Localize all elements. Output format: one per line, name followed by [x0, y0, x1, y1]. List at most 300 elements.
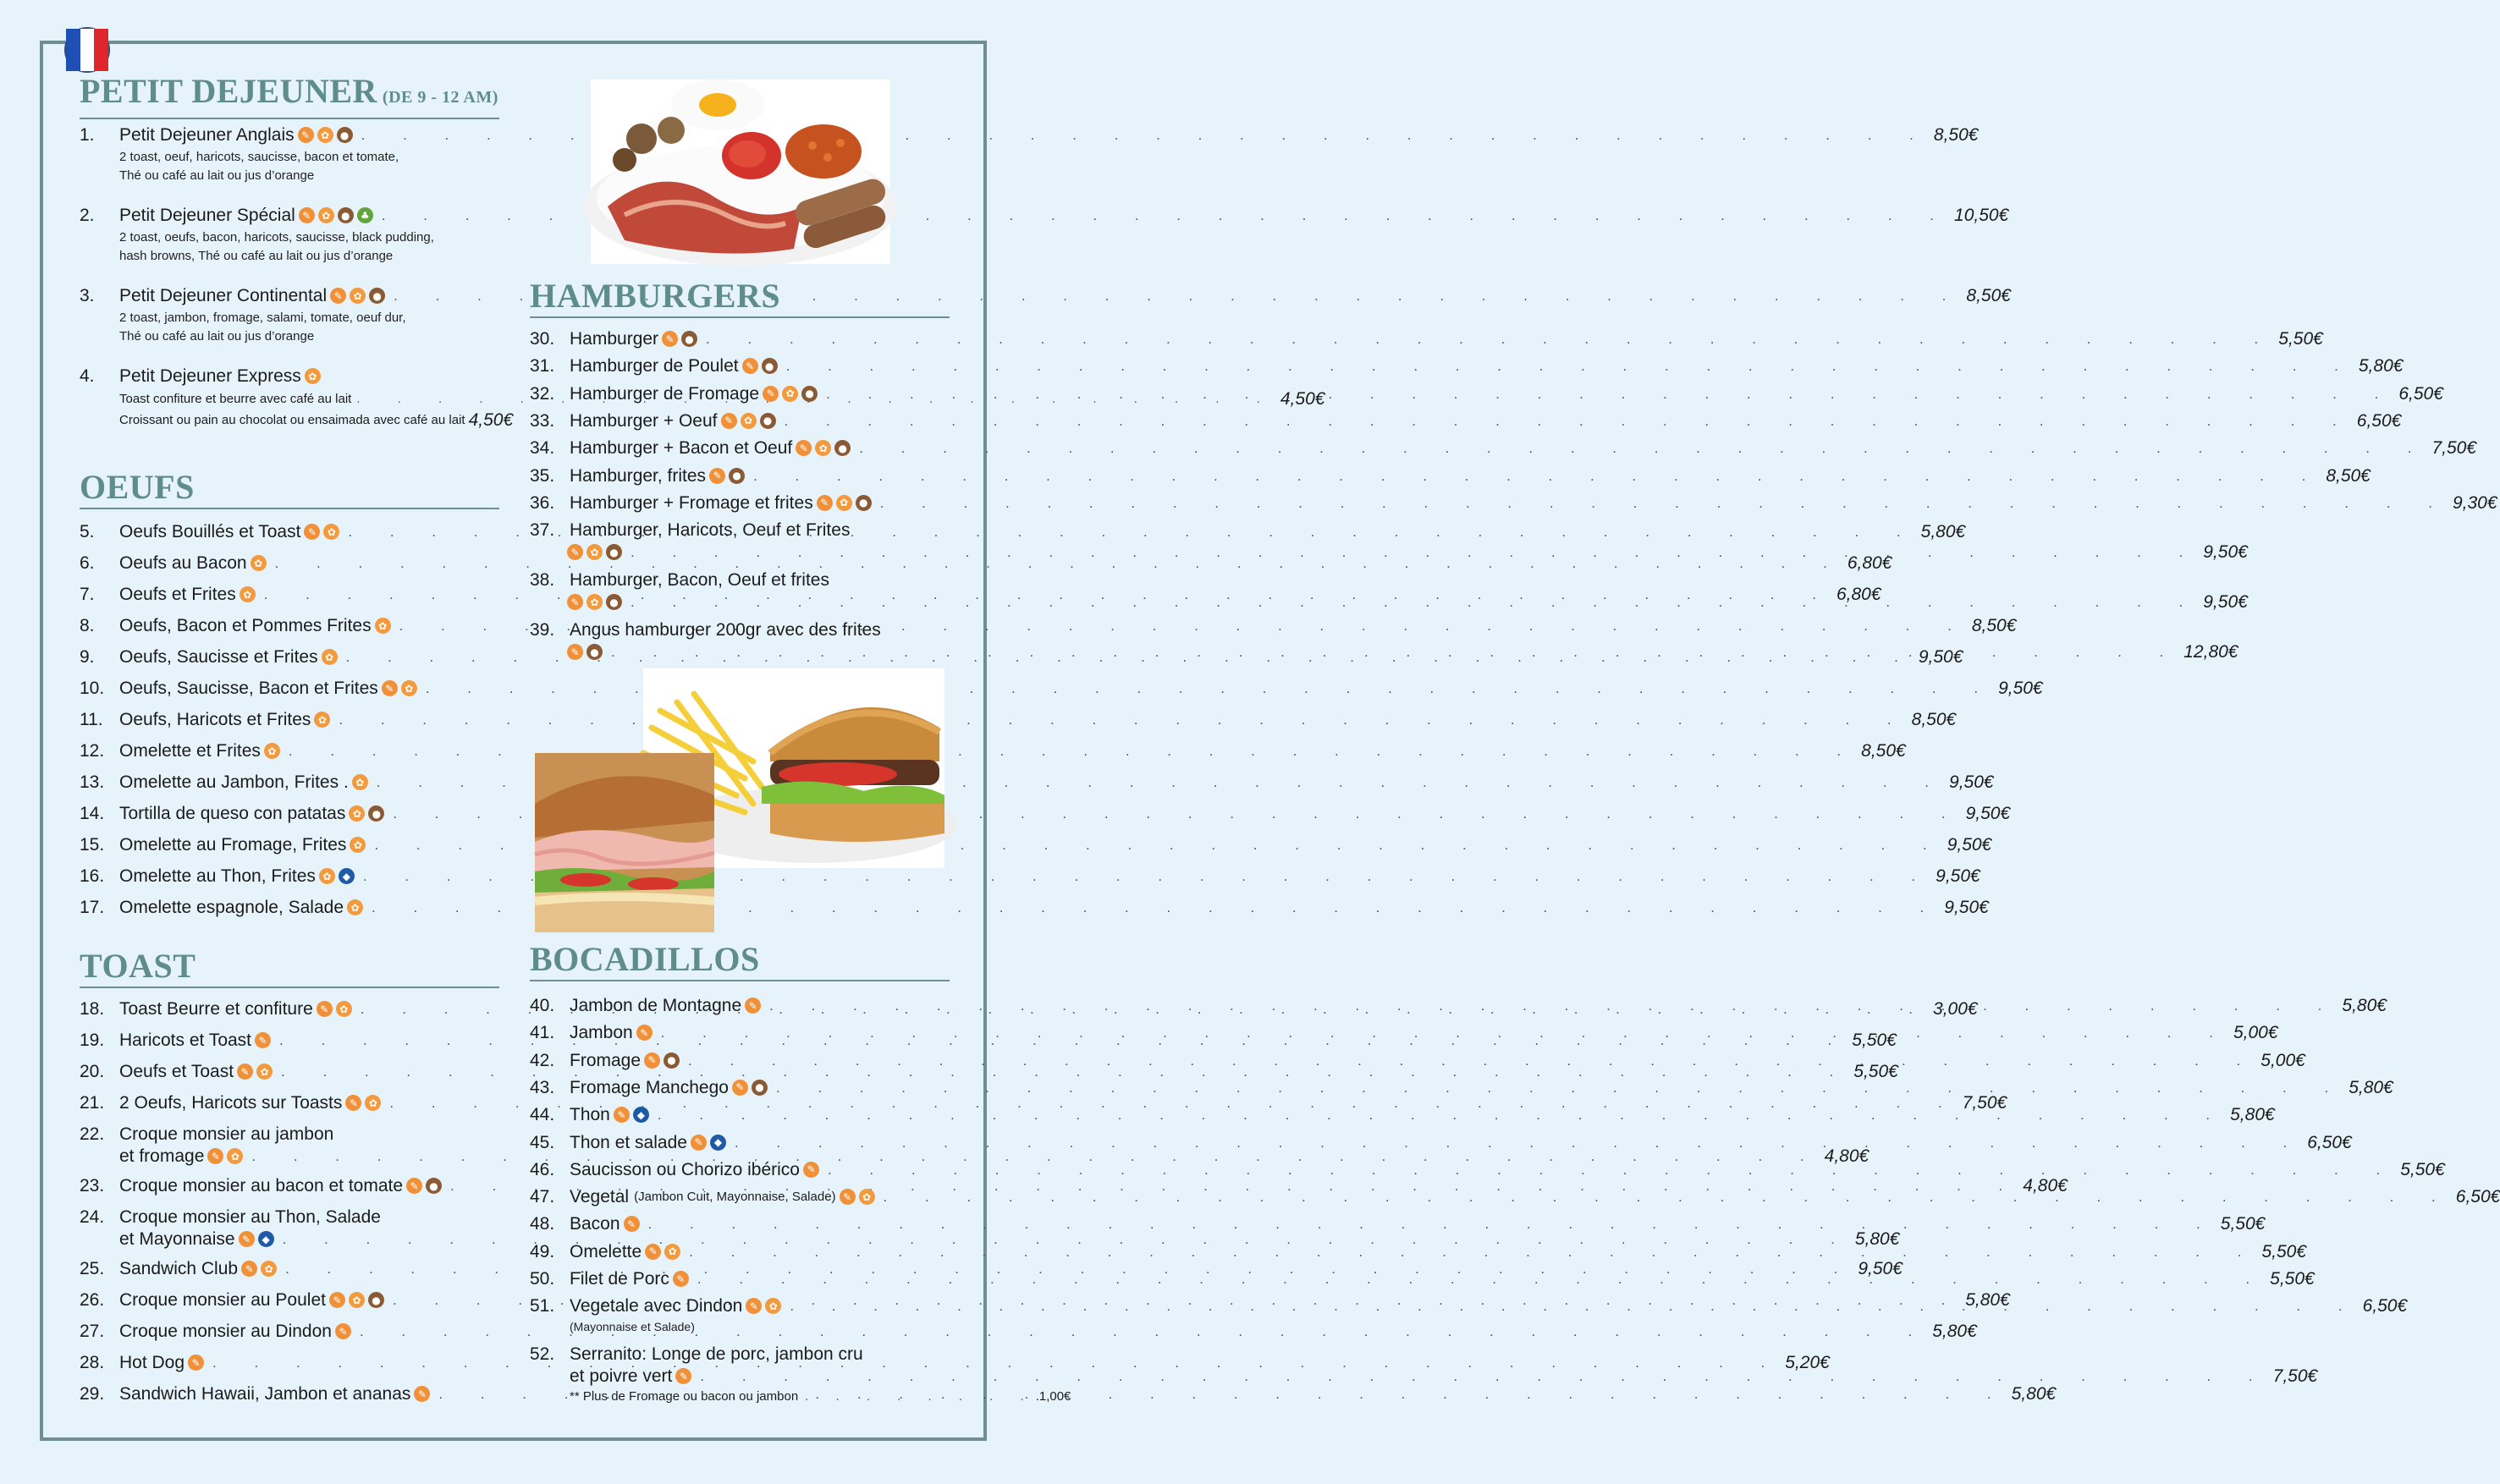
egg-icon: ✿ [586, 594, 603, 610]
item-number: 25. [80, 1259, 105, 1278]
milk-icon: ● [760, 413, 776, 429]
item-number: 11. [80, 710, 103, 729]
item-price: 5,50€ [1852, 1031, 1897, 1050]
menu-item [530, 465, 2371, 486]
item-name-cont: et fromage [119, 1146, 205, 1166]
milk-icon: ● [834, 440, 851, 456]
item-name: Vegetale avec Dindon [570, 1296, 743, 1316]
egg-icon: ✿ [765, 1298, 781, 1314]
item-number: 14. [80, 804, 105, 823]
item-description: Thé ou café au lait ou jus d’orange [119, 329, 315, 344]
item-line [119, 124, 1979, 146]
dot-leader [781, 1295, 2359, 1316]
item-price: 5,50€ [2220, 1214, 2266, 1234]
item-name: Hamburger [570, 329, 659, 349]
item-price: 5,50€ [2261, 1241, 2307, 1261]
dot-leader [697, 328, 2275, 349]
item-name: Petit Dejeuner Anglais [119, 125, 295, 145]
item-name: Oeufs Bouillés et Toast [119, 522, 301, 541]
menu-item [530, 1132, 2352, 1153]
item-price: 9,50€ [1858, 1259, 1903, 1278]
milk-icon: ● [586, 644, 603, 660]
item-line [119, 740, 1906, 761]
menu-item [80, 772, 1994, 793]
item-name: Omelette au Fromage, Frites [119, 835, 347, 855]
item-option [119, 409, 514, 430]
fish-icon: ◆ [258, 1231, 274, 1247]
dot-leader [622, 591, 2200, 613]
item-price: 5,80€ [2349, 1077, 2393, 1097]
milk-icon: ● [762, 358, 778, 374]
sandwich-photo [535, 753, 714, 932]
item-price: 12,80€ [2183, 642, 2238, 662]
item-name: Croque monsier au bacon et tomate [119, 1176, 404, 1195]
dot-leader [819, 1159, 2397, 1180]
egg-icon: ✿ [664, 1244, 680, 1260]
gluten-icon: ✎ [732, 1080, 748, 1096]
egg-icon: ✿ [859, 1189, 875, 1205]
item-description: 2 toast, jambon, fromage, salami, tomate, oeuf dur, [119, 311, 406, 325]
breakfast-photo [591, 80, 890, 264]
item-name: Croque monsier au Thon, Salade [119, 1207, 381, 1227]
section-title-petit-dejeuner [80, 73, 499, 119]
item-name: Croque monsier au Dindon [119, 1322, 332, 1341]
extra-dots: . . . . . . . . [805, 1389, 1036, 1404]
gluten-icon: ✎ [644, 1053, 660, 1069]
item-number: 35. [530, 465, 555, 486]
item-line [119, 678, 2043, 699]
gluten-icon: ✎ [673, 1271, 689, 1287]
egg-icon: ✿ [782, 386, 798, 402]
item-number: 2. [80, 206, 95, 225]
dot-leader [818, 383, 2395, 404]
dot-leader [768, 1077, 2345, 1098]
dot-leader [875, 1186, 2453, 1207]
item-number: 10. [80, 679, 105, 698]
egg-icon: ✿ [336, 1001, 352, 1017]
menu-item [530, 437, 2477, 459]
item-number: 19. [80, 1031, 105, 1050]
item-name: Oeufs, Bacon et Pommes Frites [119, 616, 372, 635]
item-price: 7,50€ [1962, 1093, 2007, 1113]
gluten-icon: ✎ [721, 413, 737, 429]
item-name: Hot Dog [119, 1353, 185, 1372]
milk-icon: ● [426, 1178, 442, 1194]
item-price: 6,80€ [1847, 553, 1892, 573]
item-number: 45. [530, 1132, 555, 1152]
item-number: 41. [530, 1023, 555, 1043]
gluten-icon: ✎ [207, 1148, 223, 1164]
item-name: Omelette espagnole, Salade [119, 898, 344, 917]
egg-icon: ✿ [322, 649, 338, 665]
item-line [570, 328, 2323, 349]
item-line [570, 1186, 2500, 1207]
egg-icon: ✿ [317, 127, 333, 143]
dot-leader [680, 1050, 2257, 1071]
gluten-icon: ✎ [345, 1095, 361, 1111]
item-name: Fromage Manchego [570, 1077, 729, 1097]
item-name: Oeufs au Bacon [119, 553, 247, 573]
item-line [570, 1366, 2318, 1387]
menu-item [530, 1186, 2500, 1207]
item-price: 5,80€ [1932, 1322, 1977, 1341]
milk-icon: ● [337, 127, 353, 143]
item-line [119, 1175, 2068, 1196]
item-price: 5,80€ [2011, 1384, 2057, 1404]
menu-item [530, 1077, 2393, 1098]
item-price: 9,50€ [1918, 647, 1963, 667]
extra-price: .1,00€ [1035, 1389, 1071, 1404]
item-price: 5,20€ [1785, 1353, 1830, 1372]
item-name: Oeufs et Frites [119, 585, 236, 604]
gluten-icon: ✎ [746, 1298, 762, 1314]
item-price: 9,30€ [2452, 492, 2497, 513]
dot-leader [689, 1268, 2266, 1289]
item-price: 3,00€ [1933, 999, 1978, 1019]
milk-icon: ● [729, 468, 745, 484]
section-title-hamburgers: HAMBURGERS [530, 278, 950, 318]
item-line [119, 834, 1992, 855]
item-name: Omelette et Frites [119, 741, 261, 761]
item-name: Haricots et Toast [119, 1031, 252, 1050]
item-description: 2 toast, oeufs, bacon, haricots, saucisse, black pudding, [119, 230, 434, 245]
item-line [570, 619, 950, 640]
item-name: Oeufs, Saucisse, Bacon et Frites [119, 679, 378, 698]
item-number: 3. [80, 286, 95, 305]
item-number: 18. [80, 999, 105, 1019]
item-number: 17. [80, 898, 105, 917]
item-line [119, 1092, 2007, 1113]
item-name: Thon et salade [570, 1132, 687, 1152]
item-price: 9,50€ [1965, 804, 2011, 823]
item-name: Omelette au Thon, Frites [119, 866, 316, 886]
item-price: 9,50€ [2203, 542, 2248, 563]
menu-item [80, 740, 1906, 761]
item-line [570, 492, 2497, 514]
item-price: 8,50€ [1966, 286, 2011, 305]
egg-icon: ✿ [741, 413, 757, 429]
section-title-bocadillos: BOCADILLOS [530, 941, 950, 981]
extra-note [570, 1389, 1071, 1404]
item-line [119, 1146, 1869, 1167]
menu-item [80, 552, 1892, 574]
dot-leader [776, 410, 2354, 431]
item-name-cont: et Mayonnaise [119, 1229, 235, 1249]
menu-item [80, 1092, 2007, 1113]
gluten-icon: ✎ [691, 1135, 707, 1151]
egg-icon: ✿ [836, 495, 852, 511]
item-line [119, 772, 1994, 793]
egg-icon: ✿ [347, 899, 363, 915]
item-number: 31. [530, 356, 555, 376]
item-number: 5. [80, 522, 95, 541]
item-price: 9,50€ [1949, 772, 1994, 792]
item-price: 6,50€ [2455, 1187, 2500, 1207]
gluten-icon: ✎ [817, 495, 833, 511]
item-name: Thon [570, 1105, 610, 1125]
item-line [119, 803, 2011, 824]
menu-item [80, 124, 1979, 197]
item-name: Croque monsier au Poulet [119, 1290, 326, 1310]
item-price: 4,80€ [2023, 1176, 2068, 1195]
item-line [119, 205, 2009, 226]
item-number: 32. [530, 383, 555, 404]
item-number: 20. [80, 1062, 105, 1081]
item-number: 7. [80, 585, 95, 604]
egg-icon: ✿ [401, 680, 417, 696]
item-line [119, 366, 499, 387]
menu-item [80, 897, 1989, 918]
egg-icon: ✿ [319, 868, 335, 884]
item-number: 23. [80, 1176, 105, 1195]
item-number: 16. [80, 866, 105, 886]
item-line [570, 1050, 2305, 1071]
item-name: Omelette au Jambon, Frites . [119, 772, 349, 792]
item-number: 42. [530, 1050, 555, 1070]
item-price: 6,50€ [2307, 1132, 2352, 1152]
milk-icon: ● [369, 288, 385, 304]
item-number: 8. [80, 616, 95, 635]
menu-item [530, 1159, 2445, 1180]
milk-icon: ● [606, 544, 622, 560]
item-price: 5,00€ [2233, 1023, 2278, 1043]
item-name: Hamburger de Fromage [570, 383, 760, 404]
egg-icon: ✿ [815, 440, 831, 456]
dot-leader [280, 740, 1858, 761]
item-name: Fromage [570, 1050, 642, 1070]
gluten-icon: ✎ [803, 1162, 819, 1178]
dot-leader [622, 541, 2200, 563]
item-option-text: Croissant ou pain au chocolat ou ensaimada avec café au lait [119, 412, 465, 427]
item-price: 7,50€ [2272, 1366, 2318, 1387]
item-line [119, 552, 1892, 574]
item-name: Petit Dejeuner Express [119, 366, 301, 386]
dot-leader [872, 492, 2449, 514]
egg-icon: ✿ [256, 1064, 273, 1080]
egg-icon: ✿ [251, 555, 267, 571]
item-price: 9,50€ [1947, 835, 1992, 855]
item-number: 12. [80, 741, 105, 761]
item-line [119, 1061, 1898, 1082]
item-number: 15. [80, 835, 105, 855]
item-line [119, 1228, 1900, 1250]
milk-icon: ● [664, 1053, 680, 1069]
dot-leader [603, 641, 2180, 662]
egg-icon: ✿ [227, 1148, 243, 1164]
item-name: Hamburger, frites [570, 465, 707, 486]
section-subtitle: (DE 9 - 12 AM) [382, 88, 498, 107]
item-note: (Mayonnaise et Salade) [570, 1320, 695, 1334]
menu-item [530, 410, 2402, 431]
item-line [570, 569, 950, 591]
milk-icon: ● [368, 1292, 384, 1308]
section-title-toast: TOAST [80, 948, 499, 988]
item-line [119, 1124, 499, 1145]
item-line [570, 519, 950, 541]
item-number: 37. [530, 520, 555, 541]
item-name: Petit Dejeuner Spécial [119, 206, 295, 225]
item-number: 50. [530, 1269, 555, 1289]
gluten-icon: ✎ [645, 1244, 661, 1260]
gluten-icon: ✎ [304, 524, 320, 540]
item-name: Croque monsier au jambon [119, 1124, 334, 1144]
gluten-icon: ✎ [237, 1064, 253, 1080]
item-number: 4. [80, 366, 95, 386]
item-line [119, 584, 1881, 605]
menu-item [80, 866, 1980, 887]
gluten-icon: ✎ [840, 1189, 856, 1205]
item-price: 5,80€ [2358, 356, 2404, 376]
item-name: Sandwich Hawaii, Jambon et ananas [119, 1384, 411, 1404]
item-line [570, 1132, 2352, 1153]
gluten-icon: ✎ [241, 1261, 257, 1277]
egg-icon: ✿ [586, 544, 603, 560]
gluten-icon: ✎ [382, 680, 398, 696]
item-price: 5,50€ [2278, 329, 2323, 349]
item-number: 49. [530, 1241, 555, 1261]
dot-leader [691, 1366, 2269, 1387]
item-name: Tortilla de queso con patatas [119, 804, 346, 823]
item-number: 38. [530, 570, 555, 591]
item-number: 13. [80, 772, 105, 792]
gluten-icon: ✎ [709, 468, 725, 484]
gluten-icon: ✎ [299, 207, 315, 223]
item-number: 6. [80, 553, 95, 573]
item-price: 9,50€ [1936, 866, 1980, 886]
item-price: 6,50€ [2356, 410, 2402, 431]
egg-icon: ✿ [349, 1292, 365, 1308]
item-number: 22. [80, 1124, 105, 1144]
dot-leader [761, 995, 2338, 1016]
item-price: 6,50€ [2398, 383, 2443, 404]
item-price: 9,50€ [2203, 592, 2248, 613]
item-price: 7,50€ [2431, 438, 2477, 459]
milk-icon: ● [752, 1080, 768, 1096]
milk-icon: ● [681, 331, 697, 347]
item-line [119, 646, 1963, 668]
gluten-icon: ✎ [255, 1032, 271, 1048]
item-number: 34. [530, 438, 555, 459]
item-option-text: Toast confiture et beurre avec café au lait [119, 391, 352, 406]
item-line [119, 1206, 499, 1228]
item-price: 8,50€ [1861, 741, 1906, 761]
menu-item [80, 205, 2009, 278]
dot-leader [653, 1022, 2230, 1043]
item-number: 28. [80, 1353, 105, 1372]
item-price: 5,80€ [1920, 522, 1966, 541]
dot-leader [726, 1132, 2304, 1153]
item-name: Oeufs et Toast [119, 1062, 234, 1081]
dot-leader [745, 465, 2322, 486]
milk-icon: ● [338, 207, 354, 223]
item-number: 52. [530, 1344, 555, 1365]
item-number: 46. [530, 1159, 555, 1179]
item-price: 8,50€ [2326, 465, 2371, 486]
item-name: Angus hamburger 200gr avec des frites [570, 620, 881, 640]
item-line [119, 866, 1980, 887]
item-line [570, 410, 2402, 431]
item-name-cont: et poivre vert [570, 1366, 673, 1387]
item-price: 8,50€ [1971, 616, 2017, 635]
item-number: 39. [530, 620, 555, 640]
item-price: 5,00€ [2260, 1050, 2305, 1070]
egg-icon: ✿ [350, 288, 366, 304]
item-name: Hamburger de Poulet [570, 356, 739, 376]
item-name: Hamburger + Oeuf [570, 410, 718, 431]
egg-icon: ✿ [350, 837, 366, 853]
item-number: 48. [530, 1214, 555, 1234]
menu-item [80, 834, 1992, 855]
gluten-icon: ✎ [675, 1368, 691, 1384]
item-price: 9,50€ [1998, 679, 2043, 698]
egg-icon: ✿ [318, 207, 334, 223]
item-price: 8,50€ [1911, 710, 1957, 729]
item-name: Omelette [570, 1241, 642, 1261]
item-name: Toast Beurre et confiture [119, 999, 313, 1019]
menu-item [80, 1061, 1898, 1082]
item-description: Thé ou café au lait ou jus d’orange [119, 168, 315, 183]
item-name: Oeufs, Haricots et Frites [119, 710, 311, 729]
milk-icon: ● [606, 594, 622, 610]
item-price: 5,50€ [1853, 1062, 1898, 1081]
dot-leader [649, 1104, 2227, 1125]
egg-icon: ✿ [323, 524, 339, 540]
item-line [570, 1104, 2275, 1125]
gluten-icon: ✎ [406, 1178, 422, 1194]
item-option-price: 4,50€ [468, 409, 514, 430]
item-name: Hamburger, Bacon, Oeuf et frites [570, 570, 829, 591]
item-number: 36. [530, 492, 555, 513]
section-title-text: PETIT DEJEUNER [80, 72, 377, 110]
egg-icon: ✿ [261, 1261, 277, 1277]
item-name: 2 Oeufs, Haricots sur Toasts [119, 1093, 343, 1113]
item-number: 9. [80, 647, 95, 667]
item-number: 27. [80, 1322, 105, 1341]
dot-leader [680, 1241, 2258, 1262]
egg-icon: ✿ [305, 368, 321, 384]
gluten-icon: ✎ [624, 1216, 640, 1232]
item-line [570, 1159, 2445, 1180]
item-price: 5,80€ [1854, 1229, 1900, 1249]
item-price: 10,50€ [1954, 206, 2009, 225]
item-price: 6,80€ [1836, 585, 1881, 604]
menu-item [80, 678, 2043, 699]
menu-item [530, 492, 2497, 514]
item-price: 5,50€ [2270, 1269, 2315, 1289]
menu-item [80, 584, 1881, 605]
item-name: Petit Dejeuner Continental [119, 286, 328, 305]
item-name: Hamburger + Bacon et Oeuf [570, 438, 793, 459]
item-line [119, 709, 1957, 730]
gluten-icon: ✎ [298, 127, 314, 143]
menu-item [530, 1104, 2275, 1125]
item-price: 5,80€ [2230, 1105, 2275, 1125]
item-price: 9,50€ [1944, 898, 1989, 917]
menu-item [530, 1241, 2307, 1262]
item-name: Filet de Porc [570, 1269, 669, 1289]
item-description: 2 toast, oeuf, haricots, saucisse, bacon et tomate, [119, 150, 399, 164]
item-name: Bacon [570, 1214, 620, 1234]
item-detail: (Jambon Cuit, Mayonnaise, Salade) [634, 1190, 836, 1205]
item-number: 21. [80, 1093, 105, 1113]
gluten-icon: ✎ [329, 1292, 345, 1308]
item-name: Sandwich Club [119, 1259, 239, 1278]
item-name: Jambon de Montagne [570, 996, 742, 1015]
item-option-price: 4,50€ [1280, 388, 1325, 409]
item-name: Jambon [570, 1023, 633, 1043]
gluten-icon: ✎ [567, 594, 583, 610]
french-flag-icon[interactable] [64, 27, 110, 73]
